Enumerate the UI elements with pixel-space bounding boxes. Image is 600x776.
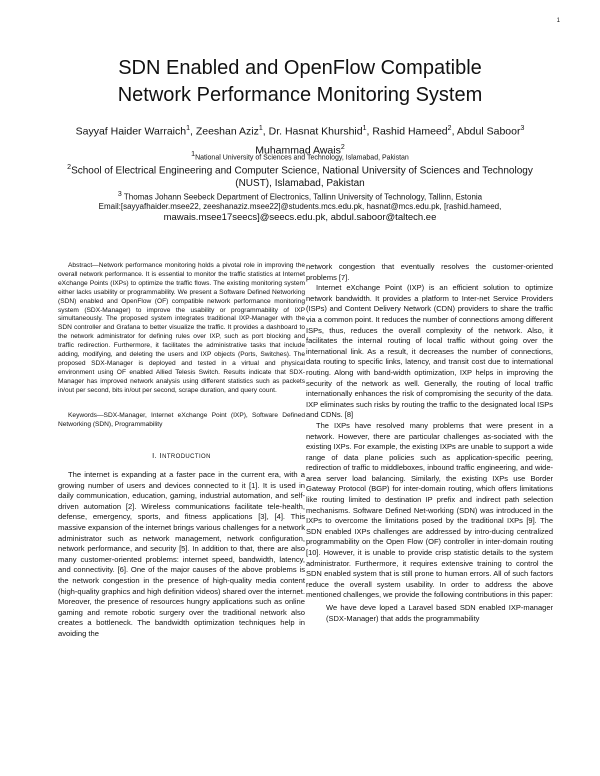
author-affiliation-mark: 2 (447, 125, 452, 132)
page-number: 1 (556, 18, 560, 24)
email-addresses (40, 202, 560, 224)
author-name: Dr. Hasnat Khurshid (268, 125, 363, 138)
author-name: Zeeshan Aziz (195, 125, 259, 138)
author-affiliation-mark: 2 (340, 143, 345, 151)
author-affiliation-mark: 1 (362, 125, 367, 132)
right-column (306, 262, 553, 624)
section-title-initial: I (159, 451, 163, 461)
author-separator: , (366, 125, 373, 138)
affiliation-text: National University of Sciences and Technology, Islamabad, Pakistan (195, 154, 409, 162)
author-separator: , (451, 125, 457, 138)
author-affiliation-mark: 1 (186, 125, 190, 132)
affiliation-text: Thomas Johann Seebeck Department of Electronics, Tallinn University of Technology, Tallinn, Estonia (123, 192, 483, 202)
author-affiliation-mark: 3 (520, 125, 525, 132)
contribution-item: We have deve loped a Laravel based SDN enabled IXP-manager (SDX-Manager) that adds the programmability (326, 603, 553, 623)
title-line-1: SDN Enabled and OpenFlow Compatible (118, 57, 482, 79)
keywords: Keywords—SDX-Manager, Internet eXchange Point (IXP), Software Defined Networking (SDN), Programmability (58, 411, 305, 428)
paper-title (0, 55, 600, 109)
affiliation-2 (50, 161, 550, 190)
author-affiliation-mark: 1 (258, 125, 263, 132)
email-line-2: mawais.msee17seecs]@seecs.edu.pk, abdul.saboor@taltech.ee (163, 212, 437, 223)
author-separator: , (190, 125, 196, 138)
section-numeral: I. (152, 451, 158, 461)
abstract: Abstract—Network performance monitoring holds a pivotal role in improving the overall network performance. It is essential to monitor the traffic statistics at Internet eXchange Points (IXPs) to optimize the traffic flows. The existing monitoring system either lacks usability or programmability. We present a Software Defined Networking (SDN) enabled and OpenFlow (OF) compatible network performance monitoring system (SDX-Manager) to improve the usability or programmability of IXP simultaneously. The proposed system integrates traditional IXP-Manager with the SDN controller and Grafana to better visualize the traffic. It provides a dashboard to the network administrator for defining rules over IXP, such as port blocking and traffic redirection. Furthermore, it facilitates the administrative tasks that include adding, modifying, and deleting the users and IXP objects (Ports, Switches). The proposed SDX-Manager is deployed and tested in a virtual and physical environment using OF enabled Allied Telesis Switch. Results indicate that SDX-Manager has improved network analysis using different statistics such as packets in/out per second, bits in/out per second, scrape duration, and query count. (58, 262, 305, 394)
left-column (58, 262, 305, 640)
affiliation-text: School of Electrical Engineering and Computer Science, National University of Sciences and Technology (NUST), Islamabad, Pakistan (71, 165, 533, 190)
paragraph-ixp-challenges: The IXPs have resolved many problems that were present in a network. However, there are particular challenges as-sociated with the existing IXPs. For example, the existing IXPs are unable to support a wide range of data plane policies such as application-specific peering, redirection of traffic to middleboxes, inbound traffic engineering, and wide-area server load balancing. Similarly, the existing IXPs use Border Gateway Protocol (BGP) for inter-domain routing, which offers limitations like routing limited to destination IP prefix and indirect path selection mechanisms. Software Defined Net-working (SDN) was introduced in the IXPs to overcome the limitations posed by the traditional IXPs [9]. The SDN enabled IXPs challenges are addressed by intro-ducing centralized programmability on the Open Flow (OF) controller in inter-domain routing [10]. However, it is unable to provide crisp statistic details to the system administrator. Furthermore, it requires extensive training to control the SDN enabled system that is still prone to human errors. All of such factors reduce the overall system usability. In order to address the above mentioned challenges, we provide the following contributions in this paper: (306, 420, 553, 600)
author-separator: , (262, 125, 269, 138)
email-line-1: Email:[sayyafhaider.msee22, zeeshanaziz.msee22]@students.mcs.edu.pk, hasnat@mcs.edu.pk, [rashid.hameed, (98, 202, 502, 211)
affiliation-mark: 1 (191, 151, 196, 158)
affiliation-mark: 3 (117, 191, 122, 198)
author-name: Rashid Hameed (372, 125, 448, 138)
affiliation-3 (40, 190, 560, 203)
author-name: Muhammad Awais (255, 144, 341, 156)
title-line-2: Network Performance Monitoring System (117, 84, 483, 106)
affiliation-mark: 2 (67, 164, 72, 171)
paragraph-ixp: Internet eXchange Point (IXP) is an efficient solution to optimize network bandwidth. It provides a platform to Inter-net Service Providers (ISPs) and Content Delivery Network (CDN) providers to share the traffic via a common point. It reduces the number of connections among different ISPs, thus, reduces the overall complexity of the network. Also, it facilitates the internal routing of local traffic without going over the international link. As a result, it decreases the number of connections, data routing to specific links, latency, and transit cost due to international routing. Along with band-width optimization, IXP helps in improving the security of the network as well. Generally, the routing of local traffic internationally enhances the risk of compromising the security of the data. IXP eliminates such risks by routing the traffic to the designated local ISPs and CDNs. [8] (306, 283, 553, 420)
section-title-rest: NTRODUCTION (162, 454, 211, 461)
introduction-paragraph: The internet is expanding at a faster pace in the current era, with a growing number of users and devices connected to it [1]. It is used in daily communication, education, gaming, industrial automation, and self-driven automation [2]. Wireless communications facilitate tele-health, defense, emergency, sports, and fitness applications [3], [4]. This massive expansion of the internet brings various challenges for a network administrator such as network management, network configuration, network performance, and security [5]. In addition to that, there are also many customer-oriented problems: internet speed, bandwidth, latency, and connectivity. [6]. One of the major causes of the above problems is the network congestion in the presence of high-quality media content (high-quality graphics and high definition videos) shared over the internet. Moreover, the presence of resources hungry applications such as online gaming and remote robotic surgery over the traditional network also creates a bottleneck. The bandwidth optimization techniques help in avoiding the (58, 470, 305, 638)
paragraph-continuation: network congestion that eventually resolves the customer-oriented problems [7]. (306, 262, 553, 282)
section-heading-introduction (58, 451, 305, 463)
author-name: Abdul Saboor (456, 125, 521, 138)
author-name: Sayyaf Haider Warraich (75, 125, 187, 138)
